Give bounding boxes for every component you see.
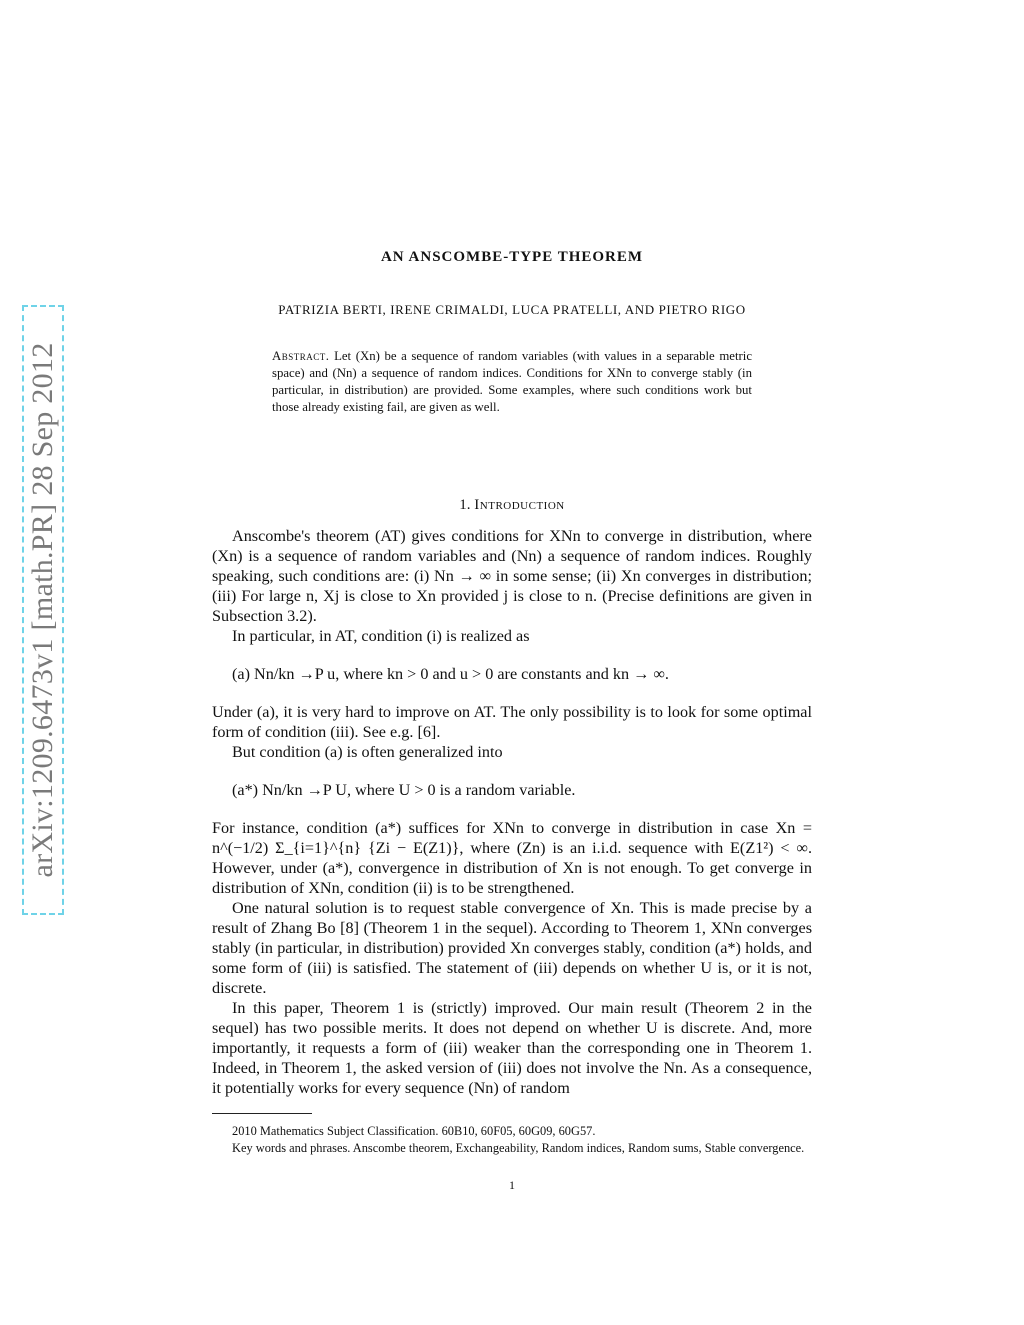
page-number: 1 — [509, 1178, 515, 1192]
paragraph-7: In this paper, Theorem 1 is (strictly) improved. Our main result (Theorem 2 in the sequel) has two possible merits. It does not depend on whether U is discrete. And, more importantly, it requests a form of (iii) weaker than the corresponding one in Theorem 1. Indeed, in Theorem 1, the asked version of (iii) does not involve the Nn. As a consequence, it potentially works for every sequence (Nn) of random — [212, 999, 812, 1097]
section-heading — [0, 497, 1024, 514]
paragraph-3: Under (a), it is very hard to improve on AT. The only possibility is to look for some optimal form of condition (iii). See e.g. [6]. — [212, 703, 812, 741]
paper-authors: PATRIZIA BERTI, IRENE CRIMALDI, LUCA PRATELLI, AND PIETRO RIGO — [278, 302, 746, 317]
arxiv-stamp[interactable] — [22, 305, 64, 915]
paragraph-6: One natural solution is to request stable convergence of Xn. This is made precise by a result of Zhang Bo [8] (Theorem 1 in the sequel). According to Theorem 1, XNn converges stably (in particular, in distribution) provided Xn converges stably, condition (a*) holds, and some form of (iii) is satisfied. The statement of (iii) depends on whether U is, or it is not, discrete. — [212, 899, 812, 997]
condition-a: (a) Nn/kn →P u, where kn > 0 and u > 0 are constants and kn → ∞. — [232, 665, 669, 683]
footnote-keywords: Key words and phrases. Anscombe theorem, Exchangeability, Random indices, Random sums, Stable convergence. — [232, 1141, 805, 1155]
footnotes — [212, 1123, 812, 1157]
abstract-label: Abstract. — [272, 349, 330, 363]
section-title: Introduction — [474, 497, 565, 513]
abstract — [272, 348, 752, 416]
section-number: 1. — [459, 497, 471, 513]
paragraph-5: For instance, condition (a*) suffices for XNn to converge in distribution in case Xn = n^(−1/2) Σ_{i=1}^{n} {Zi − E(Z1)}, where (Zn) is an i.i.d. sequence with E(Z1²) < ∞. However, under (a*), convergence in distribution of Xn is not enough. To get converge in distribution of XNn, condition (ii) is to be strengthened. — [212, 819, 812, 897]
condition-a-star: (a*) Nn/kn →P U, where U > 0 is a random variable. — [232, 781, 576, 799]
paragraph-2: In particular, in AT, condition (i) is realized as — [232, 627, 530, 645]
abstract-text: Let (Xn) be a sequence of random variables (with values in a separable metric space) and (Nn) a sequence of random indices. Conditions for XNn to converge stably (in particular, in distribution) are provided. Some examples, where such conditions work but those already existing fail, are given as well. — [272, 349, 753, 414]
paragraph-1: Anscombe's theorem (AT) gives conditions for XNn to converge in distribution, where (Xn) is a sequence of random variables and (Nn) a sequence of random indices. Roughly speaking, such conditions are: (i) Nn → ∞ in some sense; (ii) Xn converges in distribution; (iii) For large n, Xj is close to Xn provided j is close to n. (Precise definitions are given in Subsection 3.2). — [212, 527, 812, 625]
footnote-rule — [212, 1113, 312, 1114]
body-text — [212, 526, 812, 1098]
arxiv-stamp-text: arXiv:1209.6473v1 [math.PR] 28 Sep 2012 — [26, 342, 59, 878]
paper-title: AN ANSCOMBE-TYPE THEOREM — [380, 249, 644, 265]
footnote-msc: 2010 Mathematics Subject Classification. 60B10, 60F05, 60G09, 60G57. — [232, 1124, 596, 1138]
paragraph-4: But condition (a) is often generalized into — [232, 743, 503, 761]
